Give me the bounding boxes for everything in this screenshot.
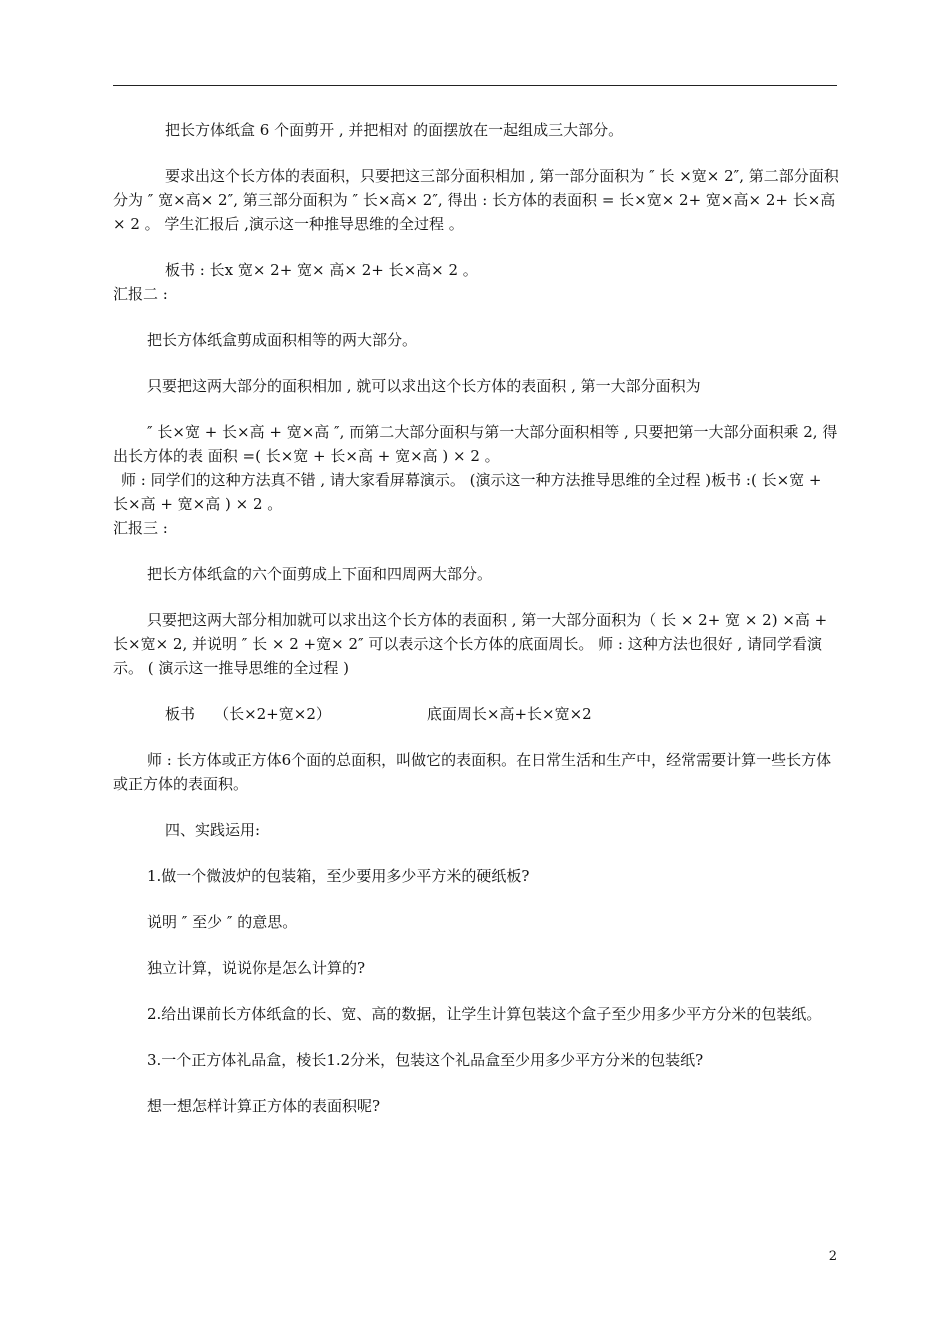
- paragraph-formula-two: ″ 长×宽 + 长×高 + 宽×高 ″, 而第二大部分面积与第一大部分面积相等 , 只要把第一大部分面积乘 2, 得出长方体的表 面积 =( 长×宽 + 长×高 + 宽×高 ) × 2 。: [113, 423, 838, 465]
- exercise-1-compute: 独立计算，说说你是怎么计算的?: [147, 959, 366, 977]
- header-rule: [113, 85, 837, 86]
- paragraph-cut-six-faces: 把长方体纸盒 6 个面剪开 , 并把相对 的面摆放在一起组成三大部分。: [165, 121, 624, 139]
- paragraph-sum-two-parts: 只要把这两大部分的面积相加 , 就可以求出这个长方体的表面积 , 第一大部分面积为: [147, 377, 701, 395]
- paragraph-two-equal-parts: 把长方体纸盒剪成面积相等的两大部分。: [147, 331, 418, 349]
- exercise-1-explain: 说明 ″ 至少 ″ 的意思。: [147, 913, 298, 931]
- paragraph-base-perimeter: 只要把这两大部分相加就可以求出这个长方体的表面积 , 第一大部分面积为（ 长 × 2+ 宽 × 2) ×高 + 长×宽× 2, 并说明 ″ 长 × 2 +宽× 2″ 可以表示这个长方体的底面周长。 师 : 这种方法也很好 , 请同学看演示。 ( 演示这一推导思维的全过程 ): [113, 611, 833, 677]
- board-note-3: [113, 702, 839, 726]
- exercise-1: 1.做一个微波炉的包装箱，至少要用多少平方米的硬纸板?: [147, 867, 530, 885]
- exercise-3-think: 想一想怎样计算正方体的表面积呢?: [147, 1097, 381, 1115]
- board-note-3-right: 底面周长×高+长×宽×2: [426, 705, 592, 723]
- report-two-heading: 汇报二 :: [113, 285, 168, 303]
- report-three-heading: 汇报三 :: [113, 519, 168, 537]
- board-note-3-left: 板书 （长×2+宽×2）: [165, 705, 331, 723]
- paragraph-teacher-comment: 师 : 同学们的这种方法真不错 , 请大家看屏幕演示。 (演示这一种方法推导思维的全过程 )板书 :( 长×宽 + 长×高 + 宽×高 ) × 2 。: [113, 471, 827, 513]
- exercise-3: 3.一个正方体礼品盒，棱长1.2分米，包装这个礼品盒至少用多少平方分米的包装纸?: [147, 1051, 704, 1069]
- section-practice-heading: 四、实践运用:: [165, 821, 261, 839]
- page-number: 2: [828, 1249, 837, 1264]
- paragraph-top-bottom-sides: 把长方体纸盒的六个面剪成上下面和四周两大部分。: [147, 565, 493, 583]
- exercise-2: 2.给出课前长方体纸盒的长、宽、高的数据，让学生计算包装这个盒子至少用多少平方分米的包装纸。: [147, 1005, 822, 1023]
- paragraph-surface-area-definition: 师 : 长方体或正方体6个面的总面积，叫做它的表面积。在日常生活和生产中，经常需要计算一些长方体或正方体的表面积。: [113, 751, 832, 793]
- board-note-1: 板书 : 长x 宽× 2+ 宽× 高× 2+ 长×高× 2 。: [165, 261, 478, 279]
- paragraph-three-parts-method: 要求出这个长方体的表面积，只要把这三部分面积相加 , 第一部分面积为 ″ 长 ×宽× 2″, 第二部分面积分为 ″ 宽×高× 2″, 第三部分面积为 ″ 长×高× 2″, 得出 : 长方体的表面积 = 长×宽× 2+ 宽×高× 2+ 长×高× 2 。 学生汇报后 ,演示这一种推导思维的全过程 。: [113, 167, 839, 233]
- document-body: [113, 118, 839, 1118]
